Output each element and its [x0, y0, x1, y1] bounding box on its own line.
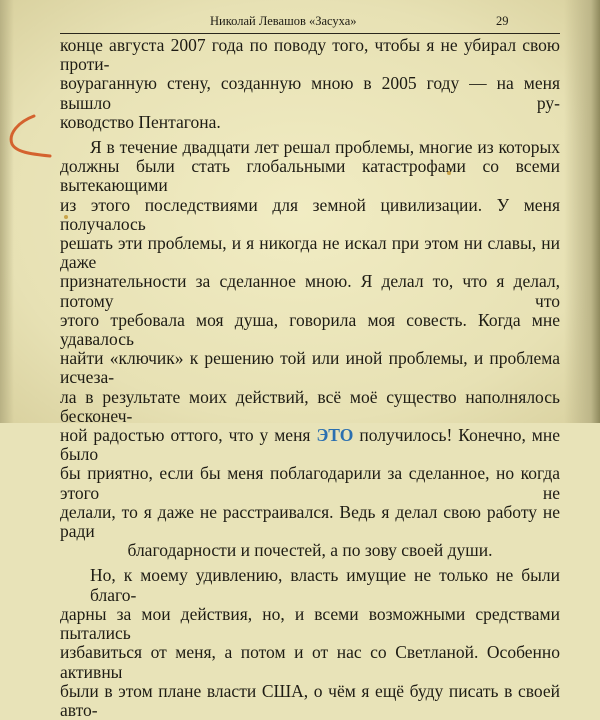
running-header: [60, 14, 560, 32]
running-title: Николай Левашов «Засуха»: [210, 14, 357, 28]
text-line: Но, к моему удивлению, власть имущие не только не были благо-: [90, 565, 560, 605]
text-line: решать эти проблемы, и я никогда не искал при этом ни славы, ни даже: [60, 233, 560, 273]
page-number: 29: [496, 14, 509, 28]
page-edge-shadow-right: [564, 0, 600, 423]
text-line: [60, 426, 560, 464]
text-line: должны были стать глобальными катастрофами со всеми вытекающими: [60, 156, 560, 196]
highlighted-word: ЭТО: [316, 425, 354, 446]
text-line: признательности за сделанное мною. Я делал то, что я делал, потому что: [60, 271, 560, 311]
text-line: были в этом плане власти США, о чём я ещё буду писать в своей авто-: [60, 680, 560, 720]
text-line: из этого последствиями для земной цивилизации. У меня получалось: [60, 194, 560, 234]
text-line: этого требовала моя душа, говорила моя совесть. Когда мне удавалось: [60, 309, 560, 350]
text-line: делали, то я даже не расстраивался. Ведь я делал свою работу не ради: [60, 501, 560, 542]
text-line: бы приятно, если бы меня поблагодарили за сделанное, но когда этого не: [60, 463, 560, 503]
page-body: [60, 36, 560, 720]
text-fragment: ной радостью оттого, что у меня: [60, 425, 317, 446]
header-rule: [60, 33, 560, 34]
text-line: конце августа 2007 года по поводу того, чтобы я не убирал свою проти-: [60, 35, 560, 75]
margin-bracket-mark: [4, 112, 64, 164]
text-fragment: получилось! Конечно, мне было: [60, 425, 560, 465]
text-line: ководство Пентагона.: [60, 111, 221, 132]
text-line: благодарности и почестей, а по зову своей души.: [127, 540, 493, 561]
text-line: избавиться от меня, а потом и от нас со Светланой. Особенно активны: [60, 642, 560, 682]
text-line: найти «ключик» к решению той или иной проблемы, и проблема исчеза-: [60, 348, 560, 388]
text-line: дарны за мои действия, но, и всеми возможными средствами пытались: [60, 603, 560, 644]
text-line: Я в течение двадцати лет решал проблемы, многие из которых: [90, 137, 560, 158]
text-line: воураганную стену, созданную мною в 2005 году — на меня вышло ру-: [60, 73, 560, 113]
page-gutter-shadow-left: [0, 0, 14, 423]
text-line: ла в результате моих действий, всё моё существо наполнялось бесконеч-: [60, 386, 560, 426]
